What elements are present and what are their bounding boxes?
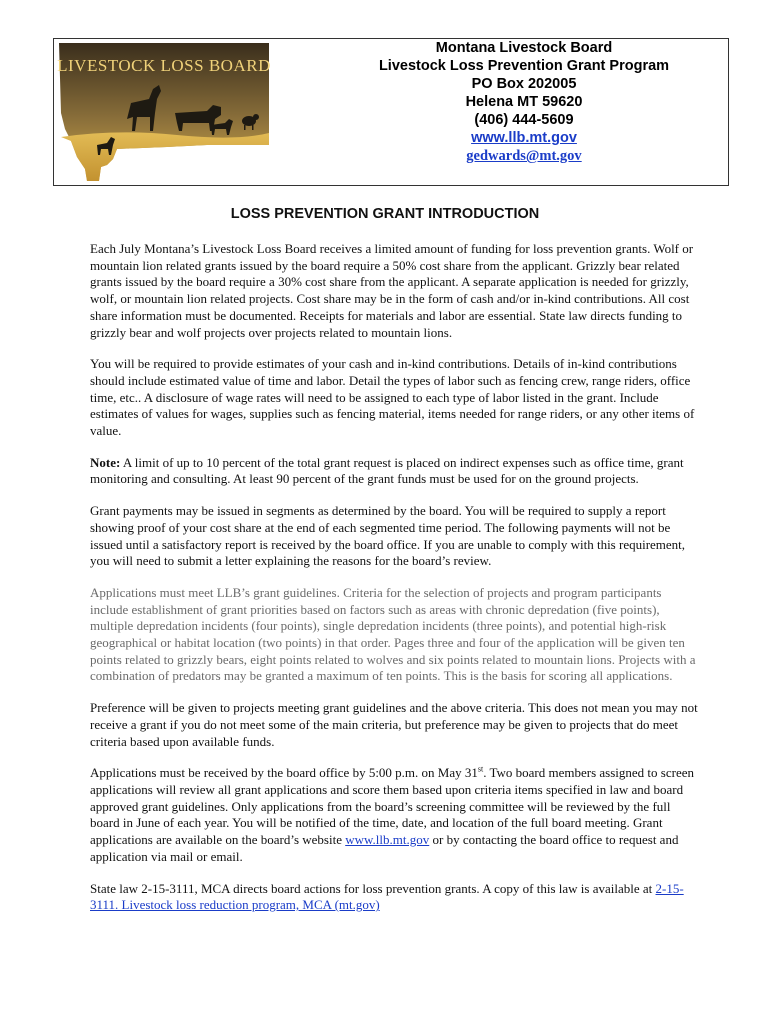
state-law-text: State law 2-15-3111, MCA directs board actions for loss prevention grants. A copy of this law is available at (90, 880, 656, 896)
website-link[interactable]: www.llb.mt.gov (471, 130, 577, 146)
deadline-text-c: or by contacting the board office to request and application via mail or email. (90, 832, 679, 864)
city-address: Helena MT 59620 (465, 94, 583, 110)
logo-text: LIVESTOCK LOSS BOARD (57, 56, 271, 75)
paragraph-payments: Grant payments may be issued in segments as determined by the board. You will be required to supply a report showing proof of your cost share at the end of each segmented time period. The following payments will not be issued until a satisfactory report is received by the board office. If you are unable to comply with this requirement, you will need to submit a letter explaining the reasons for the board’s review. (90, 503, 686, 569)
paragraph-guidelines: Applications must meet LLB’s grant guidelines. Criteria for the selection of projects and program participants include establishment of grant priorities based on factors such as areas with chronic depredation (five points), multiple depredation incidents (four points), single depredation incidents (three points), and potential high-risk geographical or habitat location (two points) in that order. Pages three and four of the application will be given ten points related to grizzly bears, eight points related to wolves and six points related to mountain lions. Projects with a combination of predators may be granted a maximum of ten points. This is the basis for scoring all applications. (90, 584, 696, 684)
paragraph-estimates: You will be required to provide estimates of your cash and in-kind contributions. Details of in-kind contributions should include estimated value of time and labor. Detail the types of labor such as fencing crew, range riders, office time, etc.. A disclosure of wage rates will need to be assigned to each type of labor listed in the grant. Include estimates of values for wages, supplies such as fencing material, items needed for range riders, or any other items of value. (90, 356, 695, 439)
po-box: PO Box 202005 (471, 76, 577, 92)
paragraph-deadline (90, 765, 700, 865)
contact-block (324, 39, 724, 165)
intro-heading: LOSS PREVENTION GRANT INTRODUCTION (230, 206, 540, 222)
state-law-link[interactable]: 2-15-3111. Livestock loss reduction program, MCA (mt.gov) (90, 880, 684, 913)
deadline-text-a: Applications must be received by the board office by 5:00 p.m. on May 31 (90, 765, 478, 781)
livestock-loss-board-logo (57, 41, 271, 183)
paragraph-funding: Each July Montana’s Livestock Loss Board receives a limited amount of funding for loss prevention grants. Wolf or mountain lion related grants issued by the board require a 50% cost share from the applicant. Grizzly bear related grants issued by the board require a 30% cost share from the applicant. A separate application is needed for grizzly, wolf, or mountain lion related projects. Cost share may be in the form of cash and/or in-kind contributions. All cost share information must be documented. Receipts for materials and labor are essential. State law directs funding to grizzly bear and wolf projects over projects related to mountain lions. (90, 241, 694, 340)
email-link[interactable]: gedwards@mt.gov (466, 148, 582, 164)
paragraph-state-law (90, 881, 700, 914)
letterhead-box (53, 38, 729, 186)
deadline-text-b: . Two board members assigned to screen applications will review all grant applications and score them based upon criteria items specified in law and board approved grant guidelines. Only applications from the board’s screening committee will be reviewed by the full board in June of each year. You will be notified of the time, date, and location of the full board meeting. Grant applications are available on the board’s website (90, 765, 694, 848)
org-name: Montana Livestock Board (435, 40, 613, 56)
paragraph-preference: Preference will be given to projects meeting grant guidelines and the above criteria. This does not mean you may not receive a grant if you do not meet some of the main criteria, but preference may be given to projects that do meet criteria based upon available funds. (90, 700, 698, 749)
board-website-link[interactable]: www.llb.mt.gov (345, 832, 430, 848)
note-text: A limit of up to 10 percent of the total grant request is placed on indirect expenses such as office time, grant monitoring and consulting. At least 90 percent of the grant funds must be used for on the ground projects. (90, 454, 684, 487)
program-name: Livestock Loss Prevention Grant Program (378, 58, 670, 74)
document-body (90, 241, 700, 929)
paragraph-note (90, 455, 700, 488)
note-label: Note: (90, 454, 121, 470)
phone-number: (406) 444-5609 (474, 112, 574, 128)
ordinal-suffix: st (477, 764, 484, 774)
